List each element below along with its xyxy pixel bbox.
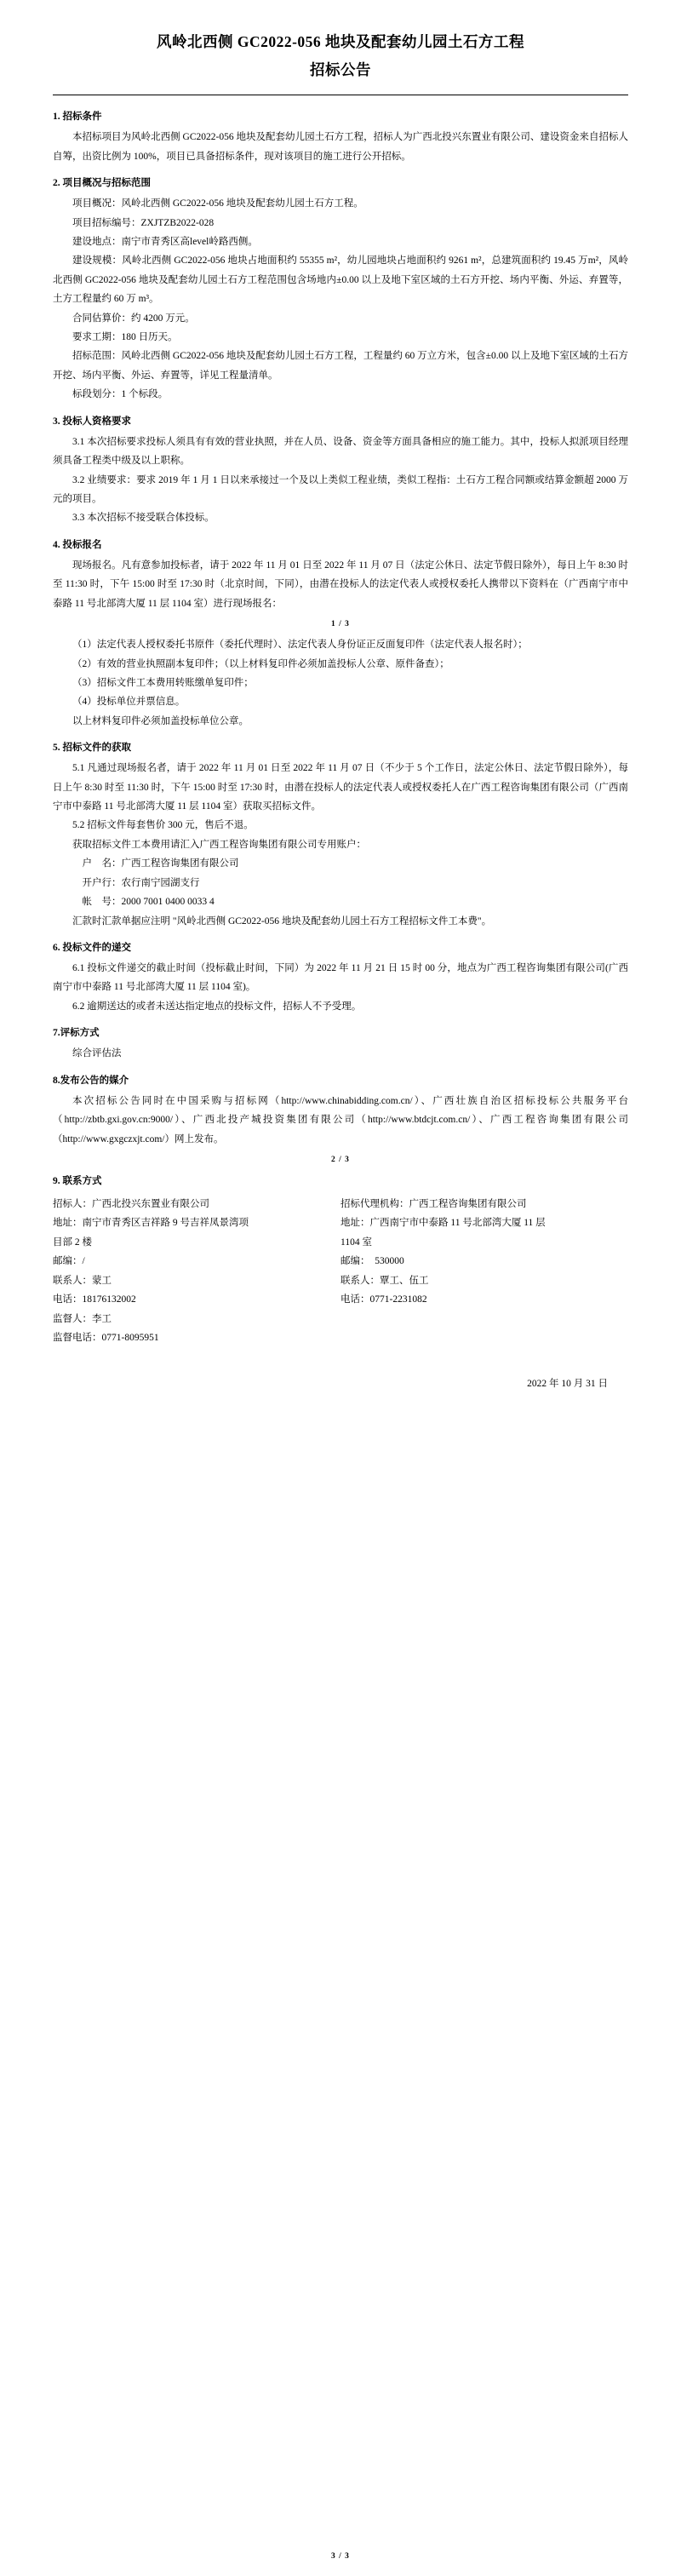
section-heading-7: 7.评标方式 (53, 1028, 100, 1039)
contact-row (53, 1271, 628, 1290)
section-2-para-8: 标段划分：1 个标段。 (72, 389, 169, 400)
contact-supervisor: 监督人：李工 (53, 1313, 112, 1324)
contact-agency-postcode: 邮编： 530000 (340, 1256, 404, 1267)
section-4-para-1: 现场报名。凡有意参加投标者，请于 2022 年 11 月 01 日至 2022 年 11 月 07 日（法定公休日、法定节假日除外），每日上午 8:30 时至 11:30 时，下午 15:00 时至 17:30 时（北京时间，下同），由潜在投标人的法定代表人或授权委托人携带以下资料在（广西南宁市中泰路 11 号北部湾大厦 11 层 1104 室）进行现场报名： (53, 559, 628, 609)
contact-tenderee-postcode: 邮编：/ (53, 1256, 85, 1267)
section-heading-1: 1. 招标条件 (53, 112, 102, 123)
section-4-para-2: （1）法定代表人授权委托书原件（委托代理时）、法定代表人身份证正反面复印件（法定代表人报名时）； (72, 640, 528, 651)
contact-agency-phone: 电话：0771-2231082 (340, 1294, 427, 1305)
contact-agency-address-1: 地址：广西南宁市中泰路 11 号北部湾大厦 11 层 (340, 1218, 546, 1229)
section-2-para-2: 项目招标编号：ZXJTZB2022-028 (72, 217, 215, 228)
signature-date: 2022 年 10 月 31 日 (527, 1379, 608, 1390)
section-1-para-1: 本招标项目为风岭北西侧 GC2022-056 地块及配套幼儿园土石方工程，招标人为广西北投兴东置业有限公司、建设资金来自招标人自筹，出资比例为 100%，项目已具备招标条件，现对该项目的施工进行公开招标。 (53, 132, 628, 162)
contact-agency-person: 联系人：覃工、伍工 (340, 1275, 429, 1286)
section-heading-2: 2. 项目概况与招标范围 (53, 178, 151, 189)
section-4-para-4: （3）招标文件工本费用转账缴单复印件； (72, 677, 254, 688)
contact-tenderee-phone: 电话：18176132002 (53, 1294, 136, 1305)
section-3-para-1: 3.1 本次招标要求投标人须具有有效的营业执照，并在人员、设备、资金等方面具备相应的施工能力。其中，投标人拟派项目经理须具备工程类中级及以上职称。 (53, 436, 628, 467)
contact-table (53, 1195, 628, 1347)
section-5-account-bank: 开户行：农行南宁园湖支行 (82, 877, 200, 888)
contact-supervisor-phone: 监督电话：0771-8095951 (53, 1332, 159, 1343)
contact-tenderee: 招标人：广西北投兴东置业有限公司 (53, 1198, 209, 1209)
page-marker-1: 1 / 3 (331, 620, 350, 629)
section-3-para-2: 3.2 业绩要求：要求 2019 年 1 月 1 日以来承接过一个及以上类似工程业绩，类似工程指：土石方工程合同额或结算金额超 2000 万元的项目。 (53, 474, 628, 504)
section-2-para-6: 要求工期：180 日历天。 (72, 332, 178, 343)
page-marker-3: 3 / 3 (331, 2552, 350, 2561)
section-5-para-1: 5.1 凡通过现场报名者，请于 2022 年 11 月 01 日至 2022 年 11 月 07 日（不少于 5 个工作日，法定公休日、法定节假日除外），每日上午 8:30 时至 11:30 时，下午 15:00 时至 17:30 时，由潜在投标人的法定代表人或授权委托人在广西工程咨询集团有限公司（广西南宁市中泰路 11 号北部湾大厦 11 层 1104 室）获取买招标文件。 (53, 763, 628, 812)
section-5-account-name: 户 名：广西工程咨询集团有限公司 (82, 858, 239, 869)
contact-tenderee-address-2: 目部 2 楼 (53, 1236, 92, 1248)
section-heading-8: 8.发布公告的媒介 (53, 1075, 129, 1086)
contact-row (53, 1328, 628, 1347)
section-5-para-3: 获取招标文件工本费用请汇入广西工程咨询集团有限公司专用账户： (72, 839, 366, 850)
section-heading-5: 5. 招标文件的获取 (53, 743, 131, 754)
section-2-para-5: 合同估算价：约 4200 万元。 (72, 313, 195, 324)
section-3-para-3: 3.3 本次招标不接受联合体投标。 (72, 513, 215, 524)
section-2-para-3: 建设地点：南宁市青秀区高level岭路西侧。 (72, 236, 258, 247)
contact-row (53, 1310, 628, 1328)
contact-tenderee-person: 联系人：蒙工 (53, 1275, 112, 1286)
section-4-para-6: 以上材料复印件必须加盖投标单位公章。 (72, 715, 249, 726)
section-8-para-1: 本次招标公告同时在中国采购与招标网（http://www.chinabidding.com.cn/）、广西壮族自治区招标投标公共服务平台（http://zbtb.gxi.gov.cn:9000/）、广西北投产城投资集团有限公司（http://www.btdcjt.com.cn/）、广西工程咨询集团有限公司（http://www.gxgczxjt.com/）网上发布。 (53, 1095, 628, 1145)
contact-tenderee-address-1: 地址：南宁市青秀区吉祥路 9 号吉祥凤景湾项 (53, 1218, 249, 1229)
contact-agency-address-2: 1104 室 (340, 1236, 372, 1248)
section-4-para-3: （2）有效的营业执照副本复印件；（以上材料复印件必须加盖投标人公章、原件备查）； (72, 658, 449, 669)
section-heading-9: 9. 联系方式 (53, 1175, 102, 1186)
section-2-para-4: 建设规模：风岭北西侧 GC2022-056 地块占地面积约 55355 m²，幼儿园地块占地面积约 9261 m²，总建筑面积约 19.45 万m²，风岭北西侧 GC2022-056 地块及配套幼儿园土石方工程范围包含场地内±0.00 以上及地下室区域的土石方开挖、场内平衡、外运、弃置等，土方工程量约 60 万 m³。 (53, 255, 628, 305)
section-2-para-7: 招标范围：风岭北西侧 GC2022-056 地块及配套幼儿园土石方工程，工程量约 60 万立方米，包含±0.00 以上及地下室区域的土石方开挖、场内平衡、外运、弃置等，详见工程量清单。 (53, 351, 628, 381)
section-7-para-1: 综合评估法 (72, 1048, 122, 1059)
contact-row (53, 1233, 628, 1252)
page-title-line2: 招标公告 (310, 60, 371, 78)
section-heading-6: 6. 投标文件的递交 (53, 943, 131, 954)
contact-agency: 招标代理机构：广西工程咨询集团有限公司 (340, 1198, 527, 1209)
section-4-para-5: （4）投标单位并票信息。 (72, 697, 186, 708)
contact-row (53, 1252, 628, 1271)
section-6-para-1: 6.1 投标文件递交的截止时间（投标截止时间，下同）为 2022 年 11 月 21 日 15 时 00 分，地点为广西工程咨询集团有限公司(广西南宁市中泰路 11 号北部湾大厦 11 层 1104 室)。 (53, 963, 628, 993)
section-5-para-7: 汇款时汇款单据应注明 "风岭北西侧 GC2022-056 地块及配套幼儿园土石方工程招标文件工本费"。 (72, 915, 492, 927)
section-heading-3: 3. 投标人资格要求 (53, 416, 131, 427)
contact-row (53, 1290, 628, 1309)
section-5-para-2: 5.2 招标文件每套售价 300 元，售后不退。 (72, 820, 254, 831)
contact-row (53, 1195, 628, 1213)
contact-row (53, 1213, 628, 1232)
section-6-para-2: 6.2 逾期送达的或者未送达指定地点的投标文件，招标人不予受理。 (72, 1001, 362, 1012)
page-title-line1: 风岭北西侧 GC2022-056 地块及配套幼儿园土石方工程 (156, 33, 525, 50)
section-2-para-1: 项目概况：风岭北西侧 GC2022-056 地块及配套幼儿园土石方工程。 (72, 198, 363, 209)
page-marker-2: 2 / 3 (331, 1155, 350, 1164)
section-heading-4: 4. 投标报名 (53, 539, 102, 550)
section-5-account-number: 帐 号：2000 7001 0400 0033 4 (82, 897, 215, 908)
